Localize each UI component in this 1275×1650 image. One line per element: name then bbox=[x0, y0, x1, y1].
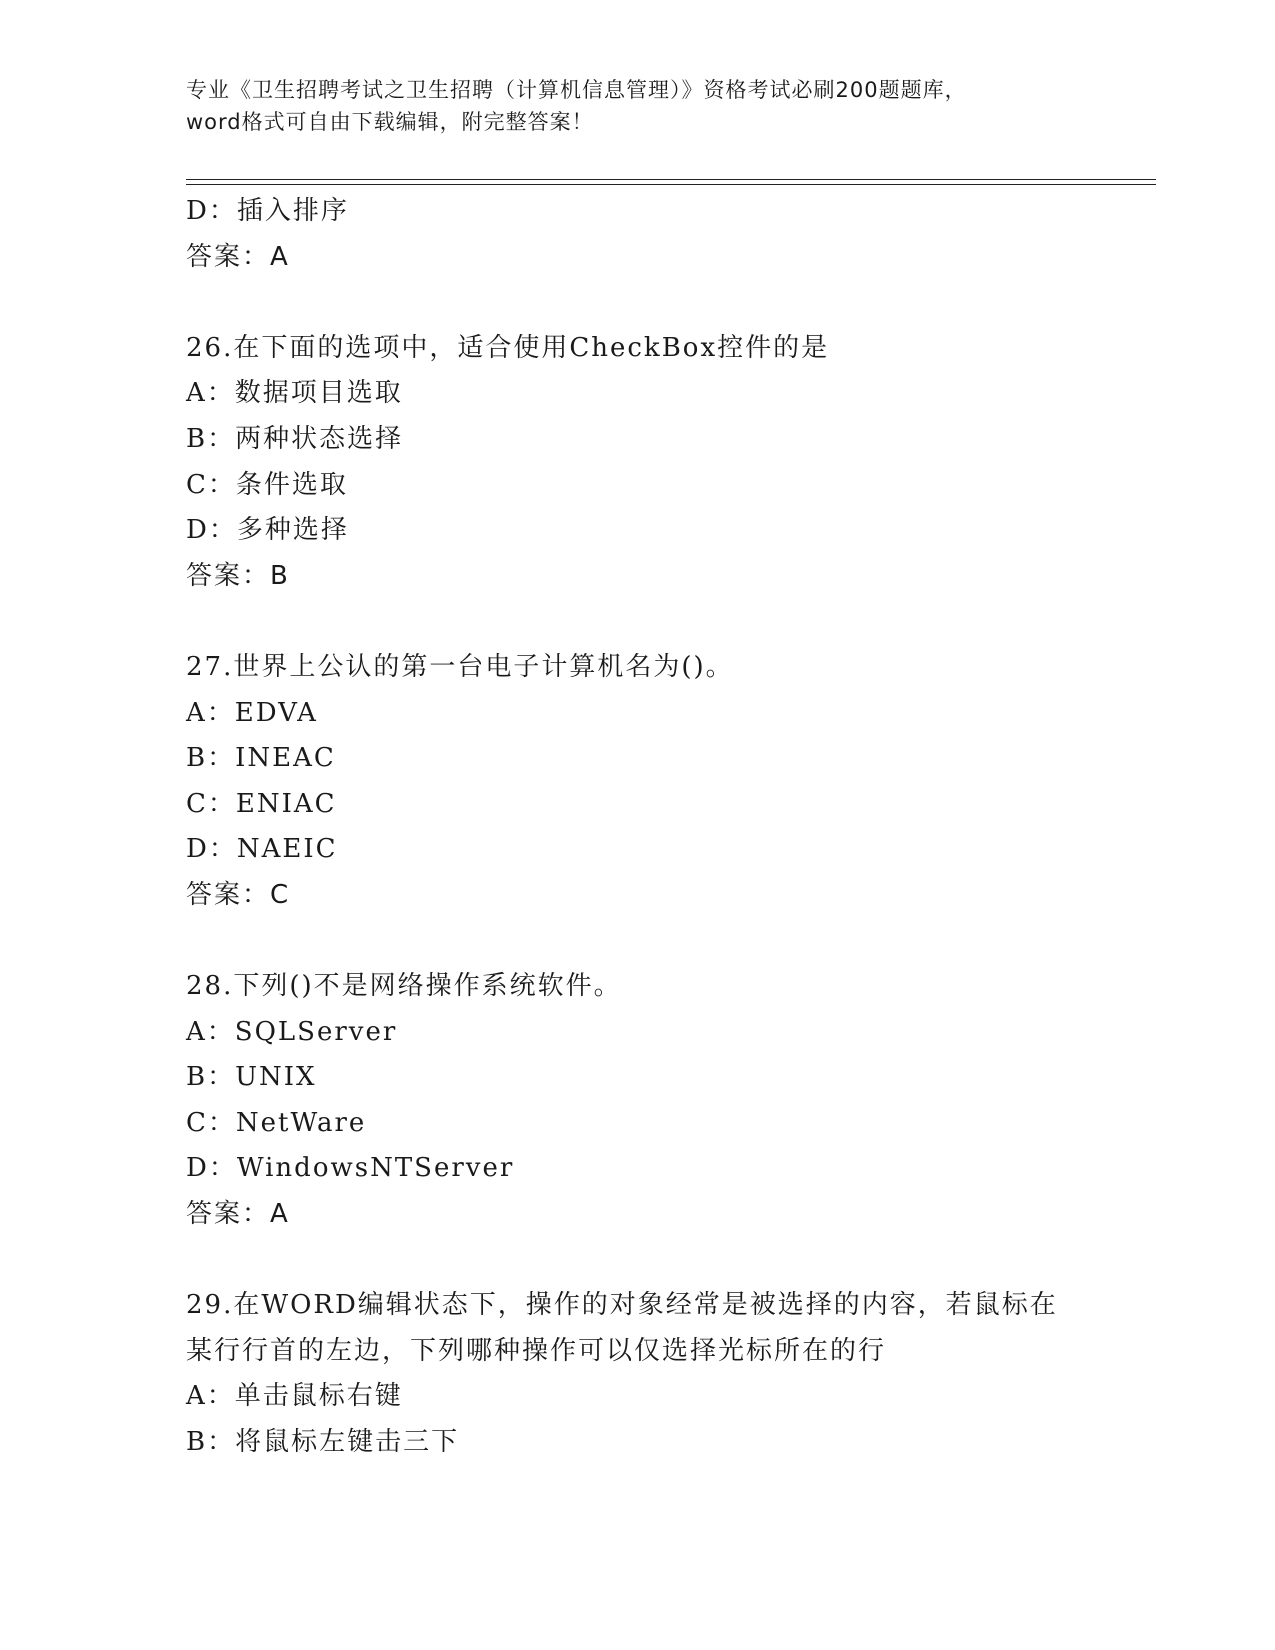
question-list bbox=[186, 189, 1086, 1466]
question-stem: 28.下列()不是网络操作系统软件。 bbox=[186, 971, 622, 1002]
option-b: B：将鼠标左键击三下 bbox=[186, 1427, 460, 1458]
option-b: B：UNIX bbox=[186, 1062, 317, 1093]
option-b: B：INEAC bbox=[186, 743, 336, 774]
answer: 答案：C bbox=[186, 879, 291, 910]
answer: 答案：B bbox=[186, 560, 290, 591]
option-c: C：NetWare bbox=[186, 1107, 367, 1138]
option-a: A：单击鼠标右键 bbox=[186, 1381, 403, 1412]
option-a: A：数据项目选取 bbox=[186, 378, 403, 409]
option-a: A：EDVA bbox=[186, 697, 318, 728]
question-stem: 27.世界上公认的第一台电子计算机名为()。 bbox=[186, 651, 734, 682]
option-d: D：插入排序 bbox=[186, 196, 349, 226]
option-d: D：NAEIC bbox=[186, 834, 338, 865]
header-rule-bottom bbox=[186, 184, 1156, 185]
option-d: D：WindowsNTServer bbox=[186, 1153, 515, 1184]
question-stem-line-1: 29.在WORD编辑状态下，操作的对象经常是被选择的内容，若鼠标在 bbox=[186, 1290, 1058, 1321]
option-c: C：条件选取 bbox=[186, 469, 348, 500]
header-line-2: word格式可自由下载编辑，附完整答案！ bbox=[186, 110, 594, 134]
answer: 答案：A bbox=[186, 241, 290, 272]
question-stem-line-2: 某行行首的左边，下列哪种操作可以仅选择光标所在的行 bbox=[186, 1335, 887, 1366]
document-header bbox=[186, 74, 1086, 138]
answer: 答案：A bbox=[186, 1199, 290, 1230]
option-b: B：两种状态选择 bbox=[186, 423, 404, 454]
option-a: A：SQLServer bbox=[186, 1016, 398, 1047]
option-d: D：多种选择 bbox=[186, 515, 349, 546]
header-line-1: 专业《卫生招聘考试之卫生招聘（计算机信息管理）》资格考试必刷200题题库， bbox=[186, 78, 967, 102]
option-c: C：ENIAC bbox=[186, 788, 337, 819]
header-rule-top bbox=[186, 179, 1156, 180]
question-stem: 26.在下面的选项中，适合使用CheckBox控件的是 bbox=[186, 332, 830, 363]
